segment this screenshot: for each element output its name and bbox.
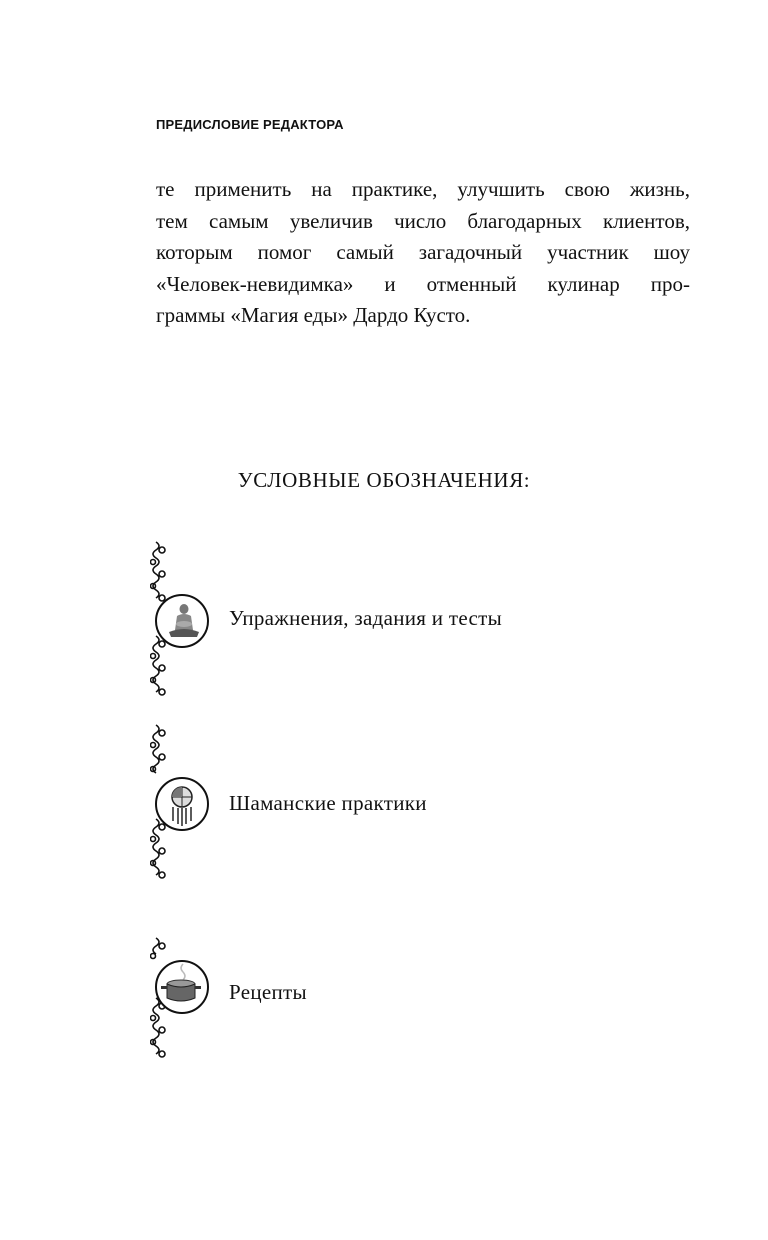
legend-item-shamanic	[150, 723, 670, 887]
body-line: которым помог самый загадочный участник шоу	[156, 240, 690, 264]
legend-label: Рецепты	[229, 980, 307, 1004]
cooking-pot-icon-frame	[155, 960, 209, 1014]
body-paragraph	[156, 174, 690, 332]
body-line: тем самым увеличив число благодарных клиентов,	[156, 208, 690, 233]
body-line: «Человек-невидимка» и отменный кулинар про-	[156, 271, 690, 296]
running-head: ПРЕДИСЛОВИЕ РЕДАКТОРА	[156, 117, 344, 132]
dreamcatcher-icon-frame	[155, 777, 209, 831]
legend-item-recipes	[150, 936, 670, 1064]
meditating-figure-icon	[157, 596, 207, 646]
legend-title: УСЛОВНЫЕ ОБОЗНАЧЕНИЯ:	[237, 468, 531, 492]
body-line: граммы «Магия еды» Дардо Кусто.	[156, 303, 471, 327]
body-line: те применить на практике, улучшить свою жизнь,	[156, 177, 690, 201]
legend-item-exercises	[150, 540, 670, 700]
legend-label: Упражнения, задания и тесты	[229, 606, 503, 630]
legend-label: Шаманские практики	[229, 791, 427, 815]
meditating-figure-icon-frame	[155, 594, 209, 648]
dreamcatcher-icon	[157, 779, 207, 829]
cooking-pot-icon	[157, 962, 207, 1012]
